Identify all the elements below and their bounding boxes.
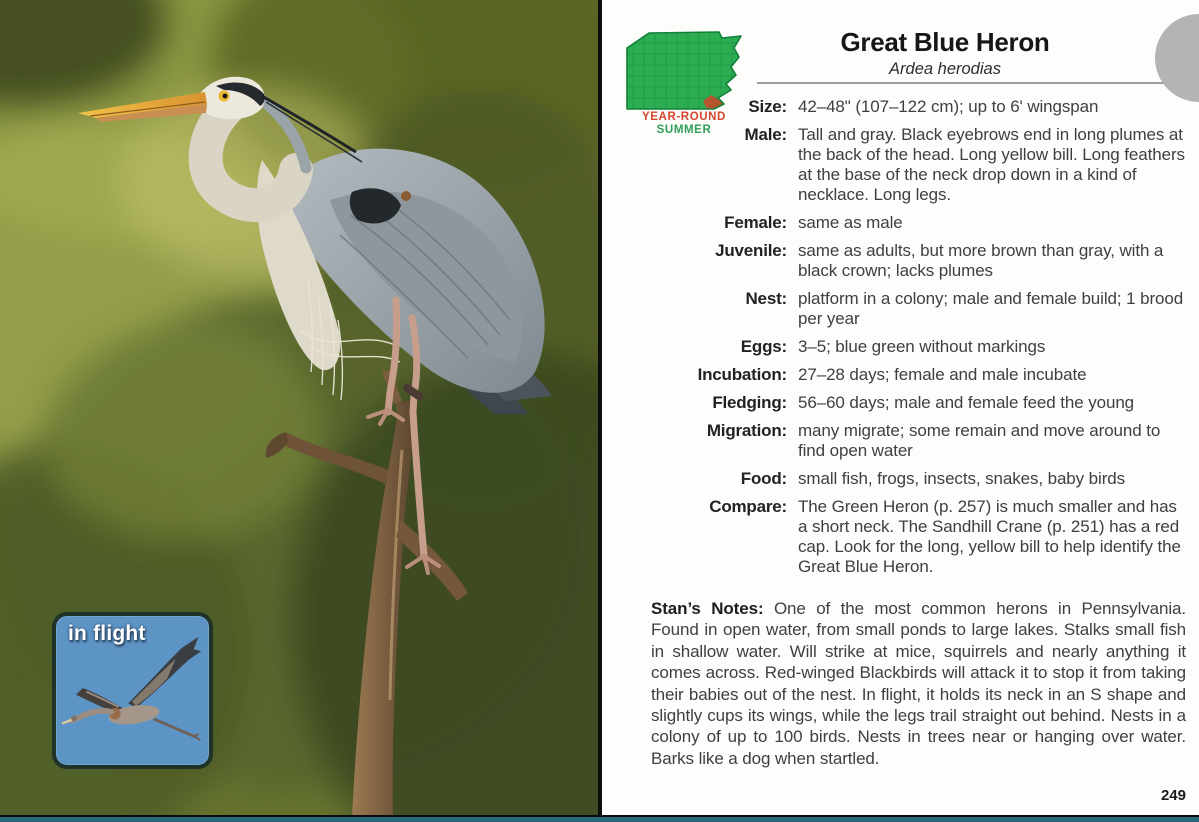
field-value: Tall and gray. Black eyebrows end in long plumes at the back of the head. Long yellow bill. Long feathers at the base of the neck drop down in a kind of necklace. Long legs.	[798, 125, 1185, 204]
field-value: same as adults, but more brown than gray, with a black crown; lacks plumes	[798, 241, 1164, 280]
bottom-teal-bar	[0, 817, 1199, 822]
field-row	[602, 125, 1186, 205]
notes-label: Stan’s Notes:	[651, 599, 764, 618]
field-label: Food:	[740, 469, 787, 488]
field-label: Juvenile:	[715, 241, 787, 260]
legend-year-round: YEAR-ROUND	[642, 111, 726, 123]
title-block	[702, 27, 1188, 79]
field-label: Eggs:	[740, 337, 787, 356]
field-label: Female:	[724, 213, 787, 232]
in-flight-inset	[52, 612, 213, 769]
field-list	[602, 97, 1186, 585]
field-value: small fish, frogs, insects, snakes, baby birds	[798, 469, 1126, 488]
field-row	[602, 469, 1186, 489]
heron-photo	[0, 0, 598, 817]
field-row	[602, 241, 1186, 281]
notes-text: One of the most common herons in Pennsylvania. Found in open water, from small ponds to large lakes. Stalks small fish in shallow water. Will strike at mice, squirrels and nearly anything it comes across. Red-winged Blackbirds will attack it to stop it from taking their babies out of the nest. In flight, it holds its neck in an S shape and slightly cups its wings, while the legs trail straight out behind. Nests in a colony of up to 100 birds. Nests in trees near or hanging over water. Barks like a dog when startled.	[651, 599, 1187, 768]
field-value: many migrate; some remain and move around to find open water	[798, 421, 1161, 460]
field-label: Compare:	[709, 497, 787, 516]
field-label: Migration:	[706, 421, 787, 440]
field-value: The Green Heron (p. 257) is much smaller and has a short neck. The Sandhill Crane (p. 251) has a red cap. Look for the long, yellow bill to help identify the Great Blue Heron.	[798, 497, 1181, 576]
field-value: same as male	[798, 213, 903, 232]
field-value: platform in a colony; male and female build; 1 brood per year	[798, 289, 1184, 328]
stans-notes	[651, 598, 1186, 769]
field-label: Size:	[748, 97, 787, 116]
page-number: 249	[1160, 787, 1186, 804]
field-value: 27–28 days; female and male incubate	[798, 365, 1087, 384]
field-row	[602, 393, 1186, 413]
scientific-name: Ardea herodias	[889, 60, 1001, 78]
field-label: Nest:	[745, 289, 787, 308]
field-value: 3–5; blue green without markings	[798, 337, 1046, 356]
field-label: Incubation:	[697, 365, 787, 384]
field-label: Male:	[744, 125, 787, 144]
page-title: Great Blue Heron	[840, 27, 1050, 57]
field-label: Fledging:	[712, 393, 787, 412]
title-rule	[757, 82, 1187, 84]
field-row	[602, 421, 1186, 461]
field-row	[602, 337, 1186, 357]
field-value: 42–48" (107–122 cm); up to 6' wingspan	[798, 97, 1099, 116]
field-row	[602, 365, 1186, 385]
field-row	[602, 289, 1186, 329]
legend-summer: SUMMER	[656, 124, 712, 136]
field-row	[602, 213, 1186, 233]
species-account-page	[602, 0, 1199, 817]
field-row	[602, 497, 1186, 577]
inset-caption: in flight	[68, 622, 146, 645]
field-row	[602, 97, 1186, 117]
field-value: 56–60 days; male and female feed the young	[798, 393, 1135, 412]
